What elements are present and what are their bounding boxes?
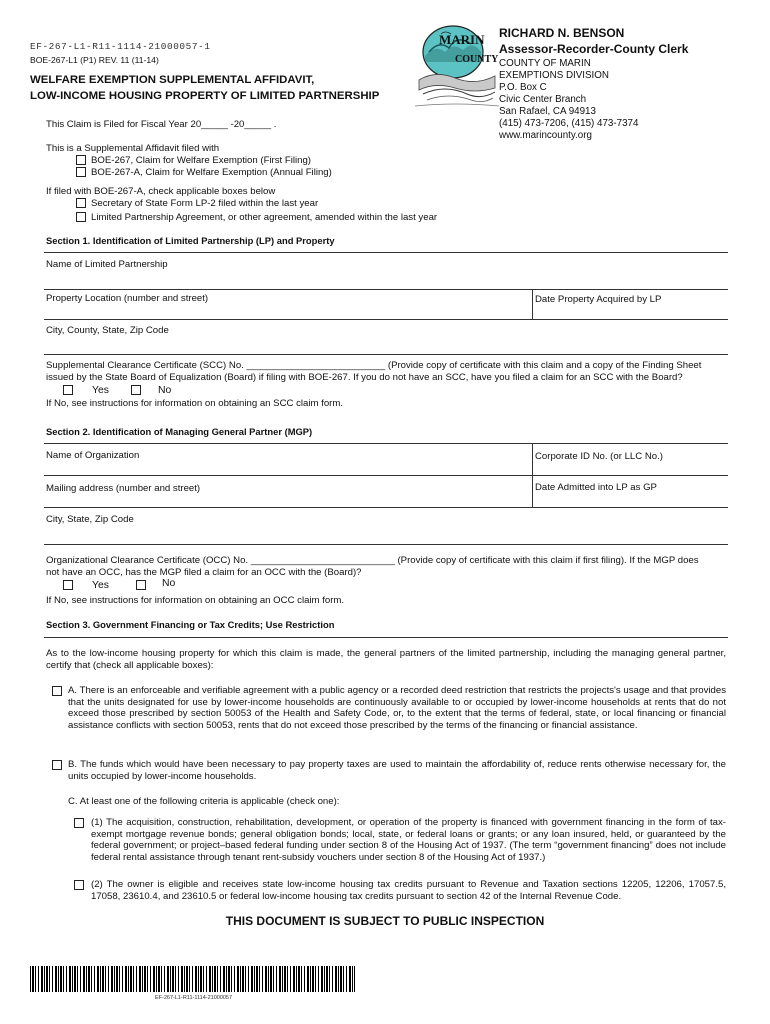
section3-heading: Section 3. Government Financing or Tax Credits; Use Restriction bbox=[46, 619, 335, 630]
divider bbox=[532, 289, 533, 319]
scc-text-line2: issued by the State Board of Equalization (Board) if filing with BOE-267. If you do not have an SCC, have you filed a claim for an SCC with the Board? bbox=[46, 372, 683, 383]
checkbox-boe-267[interactable] bbox=[76, 155, 86, 165]
lp-name-field[interactable] bbox=[44, 289, 728, 290]
property-location-field[interactable] bbox=[44, 319, 728, 320]
logo-text-marin: MARIN bbox=[439, 32, 485, 47]
public-inspection-notice: THIS DOCUMENT IS SUBJECT TO PUBLIC INSPECTION bbox=[225, 914, 545, 928]
scc-yes-checkbox[interactable] bbox=[63, 385, 73, 395]
divider bbox=[44, 252, 728, 253]
lp-city-label: City, County, State, Zip Code bbox=[46, 325, 169, 336]
mgp-city-label: City, State, Zip Code bbox=[46, 514, 134, 525]
option-boe-267-a-label: BOE-267-A, Claim for Welfare Exemption (Annual Filing) bbox=[91, 167, 332, 178]
supplemental-intro: This is a Supplemental Affidavit filed with bbox=[46, 143, 220, 154]
option-lp-agreement-label: Limited Partnership Agreement, or other agreement, amended within the last year bbox=[91, 212, 438, 223]
checkbox-lp-2[interactable] bbox=[76, 198, 86, 208]
divider bbox=[532, 443, 533, 475]
assessor-title: Assessor-Recorder-County Clerk bbox=[499, 42, 689, 56]
criterion-c2-text: (2) The owner is eligible and receives state low-income housing tax credits pursuant to Revenue and Taxation sections 12205, 12206, 17057.5, 17058, 23610.4, and 23610.5 or federal low-income housing tax credits pursuant to section 42 of the Internal Revenue Code. bbox=[91, 879, 726, 902]
county-name: COUNTY OF MARIN bbox=[499, 58, 591, 69]
po-box: P.O. Box C bbox=[499, 82, 547, 93]
section1-heading: Section 1. Identification of Limited Partnership (LP) and Property bbox=[46, 235, 335, 246]
mailing-address-field[interactable] bbox=[44, 507, 728, 508]
form-title-line1: WELFARE EXEMPTION SUPPLEMENTAL AFFIDAVIT, bbox=[30, 74, 315, 86]
branch-name: Civic Center Branch bbox=[499, 94, 587, 105]
scc-no-checkbox[interactable] bbox=[131, 385, 141, 395]
option-lp-2-label: Secretary of State Form LP-2 filed within the last year bbox=[91, 198, 319, 209]
division-name: EXEMPTIONS DIVISION bbox=[499, 70, 609, 81]
occ-if-no-note: If No, see instructions for information on obtaining an OCC claim form. bbox=[46, 595, 345, 606]
criterion-c-text: C. At least one of the following criteria is applicable (check one): bbox=[68, 796, 340, 807]
checkbox-criterion-a[interactable] bbox=[52, 686, 62, 696]
mailing-address-label: Mailing address (number and street) bbox=[46, 483, 201, 494]
form-title-line2: LOW-INCOME HOUSING PROPERTY OF LIMITED PARTNERSHIP bbox=[30, 90, 380, 102]
scc-if-no-note: If No, see instructions for information on obtaining an SCC claim form. bbox=[46, 398, 344, 409]
option-boe-267-label: BOE-267, Claim for Welfare Exemption (First Filing) bbox=[91, 155, 312, 166]
scc-text-line1[interactable]: Supplemental Clearance Certificate (SCC) No. __________________________ (Provide copy of certificate with this claim and a copy of the Finding Sheet bbox=[46, 360, 702, 371]
fiscal-year-line[interactable]: This Claim is Filed for Fiscal Year 20_____ -20_____ . bbox=[46, 119, 277, 130]
filed-with-note: If filed with BOE-267-A, check applicable boxes below bbox=[46, 186, 276, 197]
section2-heading: Section 2. Identification of Managing General Partner (MGP) bbox=[46, 426, 313, 437]
criterion-a-text: A. There is an enforceable and verifiable agreement with a public agency or a recorded deed restriction that restricts the projects's usage and that provides that the units designated for use by lower-income households are continuously available to or occupied by lower-income households at rents that do not exceed those prescribed by section 50053 of the Health and Safety Code, or, to the extent that the terms of federal, state, or local financing or financial assistance conflicts with section 50053, rents that do not exceed those prescribed by the terms of the financing or financial assistance. bbox=[68, 685, 726, 731]
phone-numbers: (415) 473-7206, (415) 473-7374 bbox=[499, 118, 639, 129]
lp-name-label: Name of Limited Partnership bbox=[46, 259, 168, 270]
checkbox-criterion-b[interactable] bbox=[52, 760, 62, 770]
occ-text-line1[interactable]: Organizational Clearance Certificate (OCC) No. ___________________________ (Provide copy of certificate with this claim if first filing). If the MGP does bbox=[46, 555, 699, 566]
barcode bbox=[30, 966, 355, 992]
assessor-name: RICHARD N. BENSON bbox=[499, 26, 625, 40]
checkbox-criterion-c2[interactable] bbox=[74, 880, 84, 890]
barcode-text: EF-267-L1-R11-1114-21000057 bbox=[155, 995, 233, 1001]
divider bbox=[532, 475, 533, 507]
criterion-c1-text: (1) The acquisition, construction, rehabilitation, development, or operation of the property is financed with government financing in the form of tax-exempt mortgage revenue bonds; general obligation bonds; local, state, or federal loans or grants; or any loan insured, held, or guaranteed by the federal government; or project–based federal funding under section 8 of the Housing Act of 1937. (The term “government financing” does not include federal rental assistance through tenant rent-subsidy vouchers under section 8 of the Housing Act of 1937.) bbox=[91, 817, 726, 863]
occ-yes-checkbox[interactable] bbox=[63, 580, 73, 590]
city-zip: San Rafael, CA 94913 bbox=[499, 106, 596, 117]
checkbox-criterion-c1[interactable] bbox=[74, 818, 84, 828]
property-location-label: Property Location (number and street) bbox=[46, 293, 209, 304]
occ-yes-label: Yes bbox=[92, 580, 109, 591]
lp-city-field[interactable] bbox=[44, 354, 728, 355]
divider bbox=[44, 443, 728, 444]
corporate-id-label: Corporate ID No. (or LLC No.) bbox=[535, 451, 663, 462]
occ-no-label: No bbox=[162, 578, 176, 589]
date-acquired-label: Date Property Acquired by LP bbox=[535, 294, 662, 305]
org-name-label: Name of Organization bbox=[46, 450, 140, 461]
logo-text-county: COUNTY bbox=[455, 54, 499, 65]
divider bbox=[44, 637, 728, 638]
form-code: EF-267-L1-R11-1114-21000057-1 bbox=[30, 41, 211, 52]
scc-no-label: No bbox=[158, 385, 172, 396]
occ-text-line2: not have an OCC, has the MGP filed a claim for an OCC with the (Board)? bbox=[46, 567, 362, 578]
occ-no-checkbox[interactable] bbox=[136, 580, 146, 590]
website-link[interactable]: www.marincounty.org bbox=[499, 130, 592, 141]
mgp-city-field[interactable] bbox=[44, 544, 728, 545]
org-name-field[interactable] bbox=[44, 475, 728, 476]
section3-intro: As to the low-income housing property for which this claim is made, the general partners of the limited partnership, including the managing general partner, certify that (check all applicable boxes): bbox=[46, 648, 726, 671]
criterion-b-text: B. The funds which would have been necessary to pay property taxes are used to maintain the affordability of, reduce rents otherwise necessary for, the units occupied by lower-income households. bbox=[68, 759, 726, 782]
checkbox-boe-267-a[interactable] bbox=[76, 167, 86, 177]
scc-yes-label: Yes bbox=[92, 385, 109, 396]
date-admitted-label: Date Admitted into LP as GP bbox=[535, 482, 657, 493]
checkbox-lp-agreement[interactable] bbox=[76, 212, 86, 222]
marin-county-seal-logo bbox=[415, 22, 499, 110]
form-revision: BOE-267-L1 (P1) REV. 11 (11-14) bbox=[30, 55, 159, 65]
